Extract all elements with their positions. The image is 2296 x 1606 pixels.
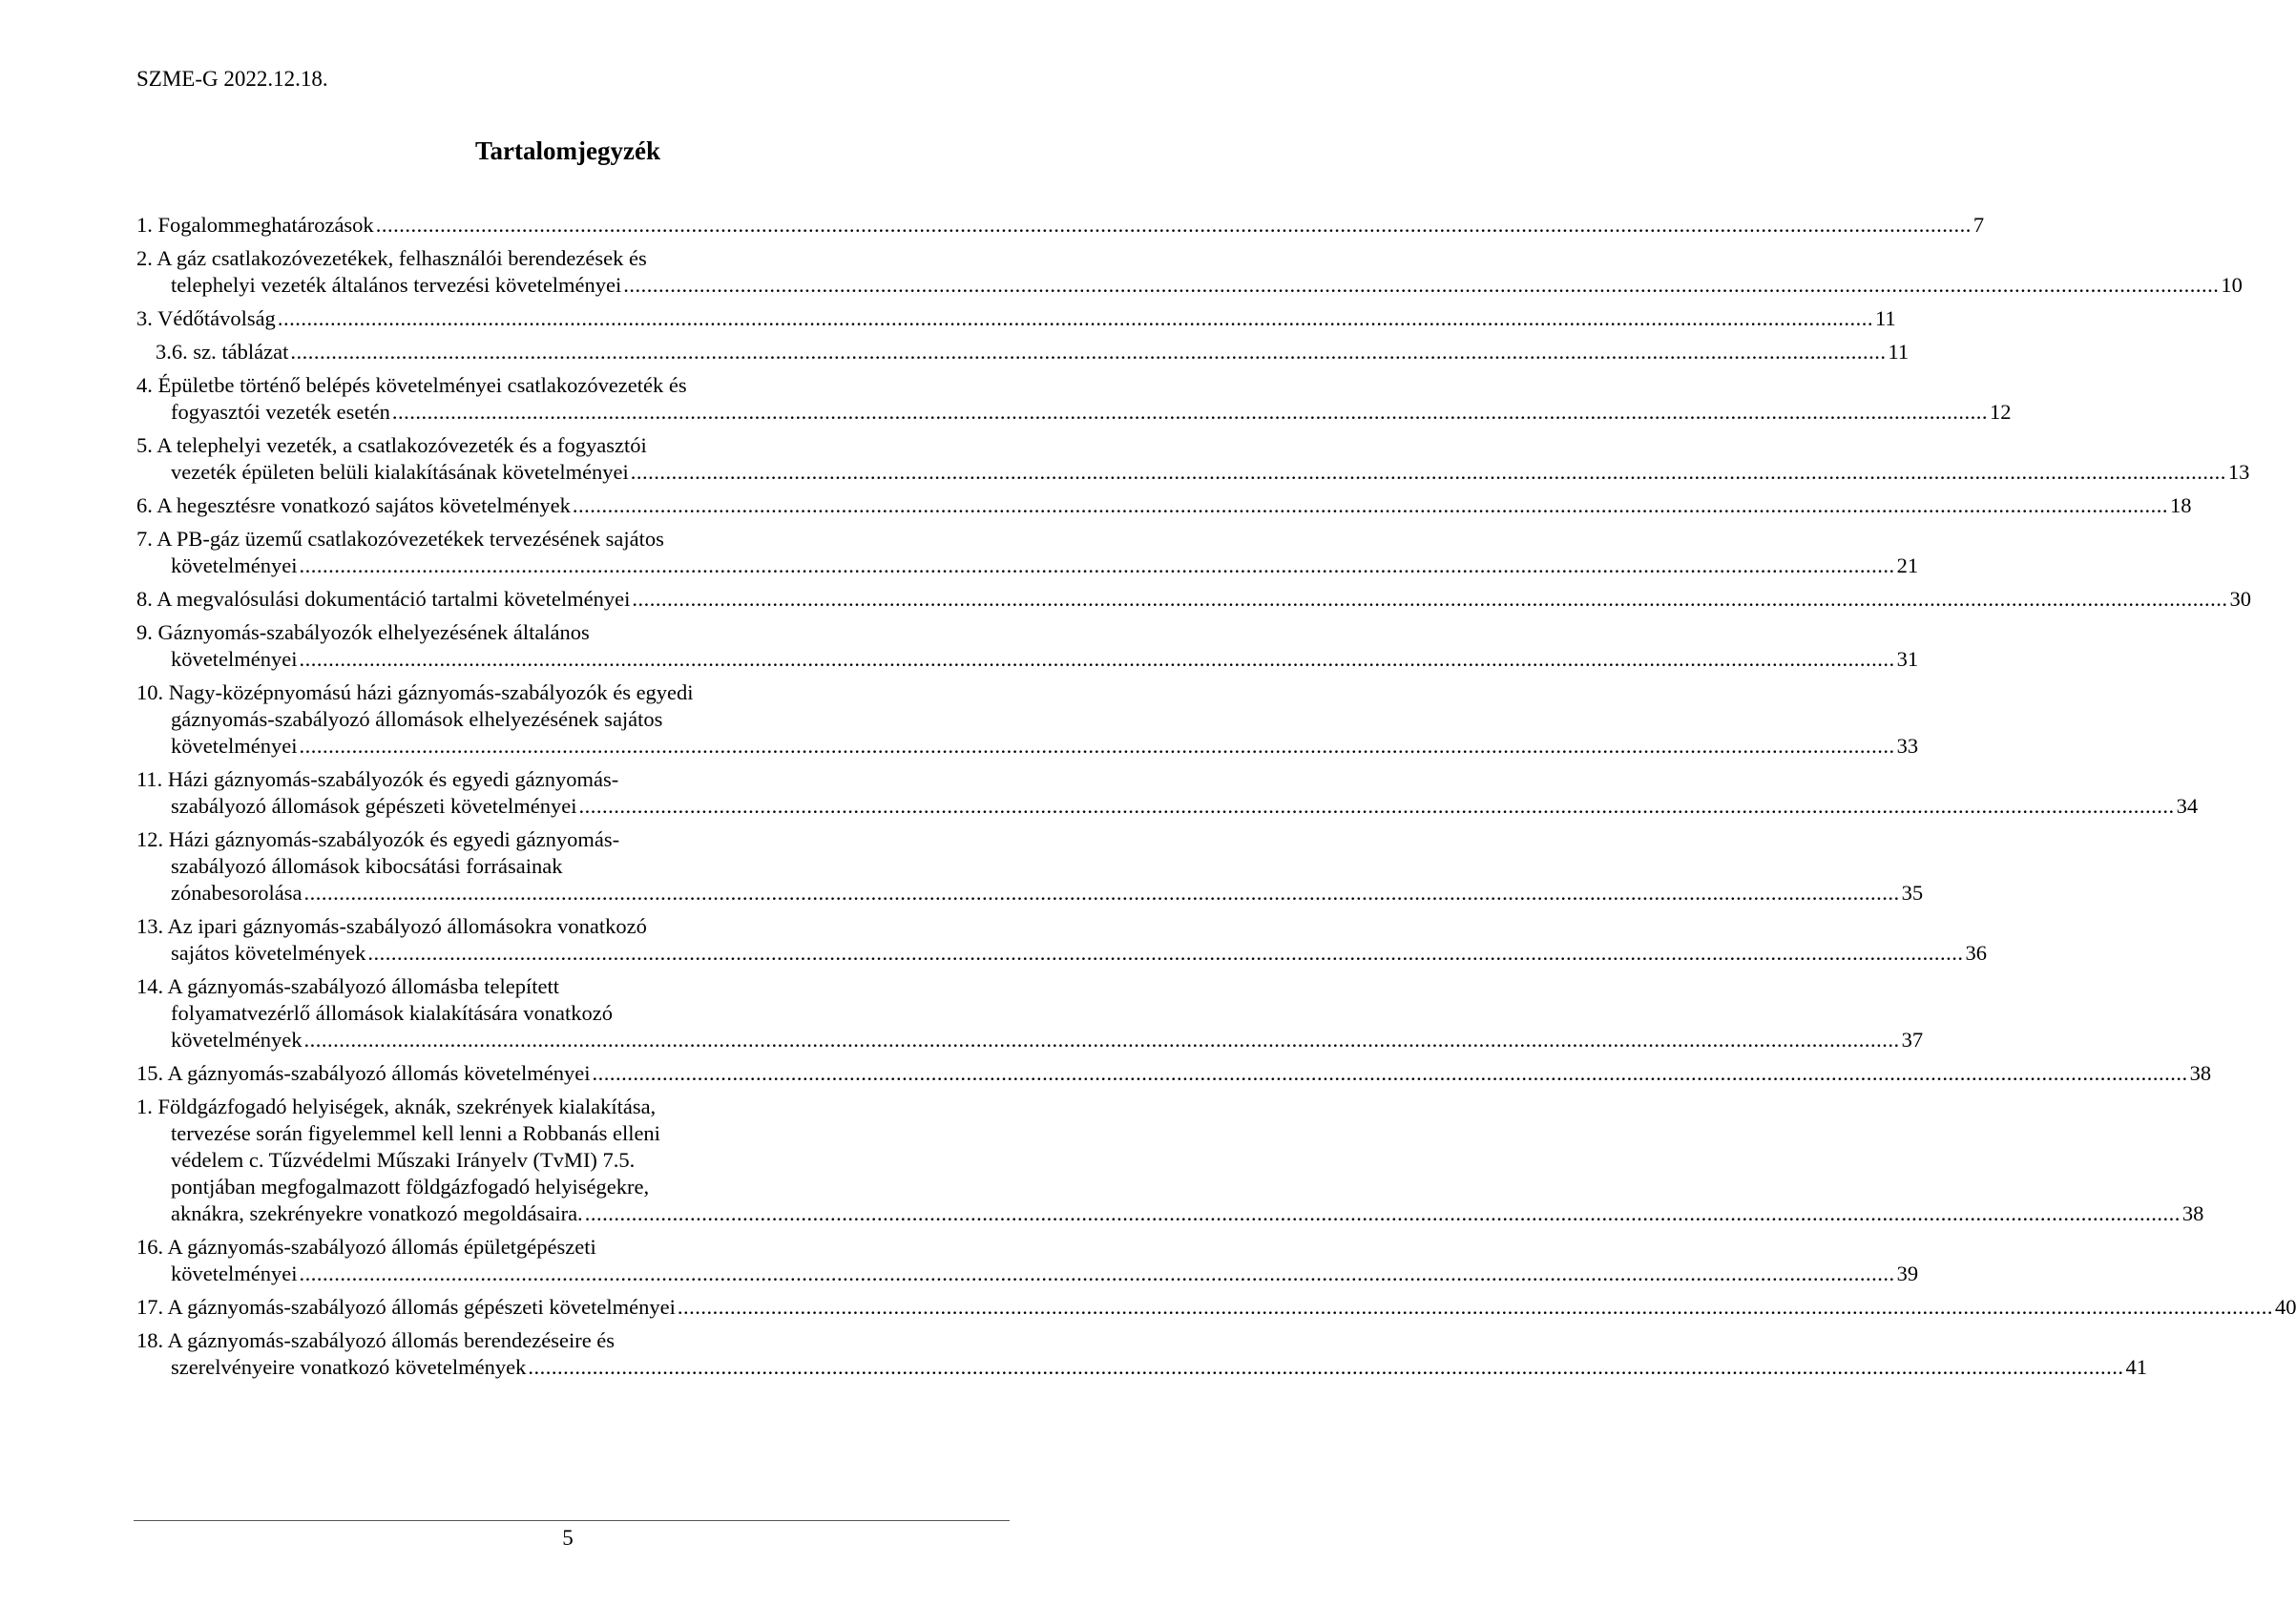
toc-entry[interactable] — [136, 372, 2012, 426]
toc-entry-text: pontjában megfogalmazott földgázfogadó helyiségekre, — [171, 1175, 650, 1199]
toc-page-number: 38 — [2181, 1201, 2204, 1225]
toc-dot-leader — [278, 306, 1873, 330]
toc-dot-leader — [573, 493, 2168, 517]
document-id-header: SZME-G 2022.12.18. — [136, 67, 328, 91]
toc-page-number: 33 — [1896, 734, 1919, 758]
toc-entry-text: 18. A gáznyomás-szabályozó állomás berendezéseire és — [136, 1328, 616, 1352]
toc-entry-text: 1. Földgázfogadó helyiségek, aknák, szekrények kialakítása, — [136, 1095, 657, 1118]
toc-entry-text: 11. Házi gáznyomás-szabályozók és egyedi gáznyomás- — [136, 767, 619, 791]
toc-page-number: 35 — [1901, 881, 1924, 905]
toc-entry[interactable] — [136, 1294, 2296, 1321]
toc-entry[interactable] — [136, 973, 1924, 1053]
toc-entry-text: tervezése során figyelemmel kell lenni a Robbanás elleni — [171, 1121, 660, 1145]
toc-dot-leader — [632, 587, 2227, 611]
toc-dot-leader — [392, 400, 1988, 424]
toc-entry-text: 9. Gáznyomás-szabályozók elhelyezésének általános — [136, 620, 590, 644]
table-of-contents — [136, 212, 2296, 1381]
toc-dot-leader — [593, 1061, 2188, 1085]
toc-page-number: 36 — [1965, 941, 1987, 965]
toc-dot-leader — [367, 941, 1963, 965]
toc-entry-text: zónabesorolása — [171, 881, 303, 905]
toc-page-number: 38 — [2189, 1061, 2212, 1085]
toc-entry-text: 10. Nagy-középnyomású házi gáznyomás-szabályozók és egyedi — [136, 680, 694, 704]
toc-entry-text: 14. A gáznyomás-szabályozó állomásba telepített — [136, 974, 559, 998]
toc-page-number: 37 — [1901, 1028, 1924, 1052]
toc-dot-leader — [303, 881, 1899, 905]
toc-entry[interactable] — [136, 766, 2199, 820]
toc-entry[interactable] — [136, 679, 1919, 760]
page-title: Tartalomjegyzék — [475, 136, 660, 165]
toc-entry-text: követelményei — [171, 1262, 298, 1285]
toc-dot-leader — [631, 460, 2226, 484]
toc-entry[interactable] — [136, 913, 1987, 967]
toc-dot-leader — [299, 647, 1894, 671]
toc-page-number: 7 — [1972, 213, 1985, 237]
toc-entry-text: 7. A PB-gáz üzemű csatlakozóvezetékek tervezésének sajátos — [136, 527, 664, 551]
toc-page-number: 11 — [1874, 306, 1896, 330]
toc-dot-leader — [299, 553, 1894, 577]
toc-entry-text: 6. A hegesztésre vonatkozó sajátos követelmények — [136, 493, 571, 517]
toc-dot-leader — [678, 1295, 2273, 1319]
toc-entry[interactable] — [136, 586, 2252, 613]
toc-page-number: 31 — [1896, 647, 1919, 671]
toc-page-number: 10 — [2221, 273, 2243, 297]
toc-page-number: 34 — [2176, 794, 2199, 818]
toc-entry-text: követelményei — [171, 734, 298, 758]
toc-entry-text: szabályozó állomások gépészeti követelményei — [171, 794, 577, 818]
toc-dot-leader — [303, 1028, 1899, 1052]
toc-entry[interactable] — [136, 1234, 1919, 1287]
toc-entry-text: 17. A gáznyomás-szabályozó állomás gépészeti követelményei — [136, 1295, 676, 1319]
toc-entry-text: gáznyomás-szabályozó állomások elhelyezésének sajátos — [171, 707, 663, 731]
toc-entry-text: telephelyi vezeték általános tervezési követelményei — [171, 273, 622, 297]
page-number: 5 — [562, 1526, 574, 1550]
toc-entry-text: követelményei — [171, 553, 298, 577]
toc-entry-text: 3. Védőtávolság — [136, 306, 276, 330]
toc-entry[interactable] — [136, 1094, 2204, 1227]
toc-entry[interactable] — [136, 826, 1924, 907]
toc-entry[interactable] — [136, 339, 1910, 365]
toc-entry-text: sajátos követelmények — [171, 941, 366, 965]
footer-divider — [134, 1520, 1010, 1521]
toc-dot-leader — [528, 1355, 2123, 1379]
toc-entry-text: szabályozó állomások kibocsátási forrásainak — [171, 854, 563, 878]
toc-entry-text: 16. A gáznyomás-szabályozó állomás épületgépészeti — [136, 1235, 596, 1259]
toc-entry-text: 12. Házi gáznyomás-szabályozók és egyedi gáznyomás- — [136, 827, 620, 851]
toc-page-number: 13 — [2227, 460, 2250, 484]
toc-page-number: 18 — [2170, 493, 2192, 517]
toc-entry-text: aknákra, szekrényekre vonatkozó megoldásaira. — [171, 1201, 583, 1225]
toc-page-number: 41 — [2125, 1355, 2147, 1379]
toc-dot-leader — [585, 1201, 2181, 1225]
toc-dot-leader — [623, 273, 2219, 297]
toc-page-number: 30 — [2229, 587, 2252, 611]
toc-page-number: 21 — [1896, 553, 1919, 577]
toc-dot-leader — [290, 340, 1886, 364]
toc-dot-leader — [299, 734, 1894, 758]
toc-entry-text: 3.6. sz. táblázat — [156, 340, 289, 364]
toc-entry-text: követelmények — [171, 1028, 303, 1052]
toc-dot-leader — [299, 1262, 1894, 1285]
toc-page-number: 12 — [1990, 400, 2012, 424]
toc-page-number: 11 — [1888, 340, 1910, 364]
toc-entry-text: 8. A megvalósulási dokumentáció tartalmi követelményei — [136, 587, 631, 611]
toc-page-number: 39 — [1896, 1262, 1919, 1285]
toc-entry-text: 1. Fogalommeghatározások — [136, 213, 374, 237]
toc-entry[interactable] — [136, 1060, 2212, 1087]
toc-entry-text: 4. Épületbe történő belépés követelményei csatlakozóvezeték és — [136, 373, 687, 397]
toc-entry[interactable] — [136, 526, 1919, 579]
toc-entry-text: védelem c. Tűzvédelmi Műszaki Irányelv (TvMI) 7.5. — [171, 1148, 636, 1172]
toc-dot-leader — [376, 213, 1972, 237]
toc-entry-text: 5. A telephelyi vezeték, a csatlakozóvezeték és a fogyasztói — [136, 433, 647, 457]
toc-entry-text: 13. Az ipari gáznyomás-szabályozó állomásokra vonatkozó — [136, 914, 647, 938]
toc-entry-text: 15. A gáznyomás-szabályozó állomás követelményei — [136, 1061, 591, 1085]
toc-entry-text: követelményei — [171, 647, 298, 671]
toc-entry[interactable] — [136, 245, 2243, 299]
toc-entry[interactable] — [136, 1327, 2147, 1381]
toc-entry-text: folyamatvezérlő állomások kialakítására vonatkozó — [171, 1001, 613, 1025]
toc-dot-leader — [578, 794, 2174, 818]
toc-entry[interactable] — [136, 492, 2192, 519]
toc-entry-text: vezeték épületen belüli kialakításának követelményei — [171, 460, 629, 484]
toc-entry[interactable] — [136, 305, 1896, 332]
toc-entry-text: fogyasztói vezeték esetén — [171, 400, 390, 424]
toc-entry-text: szerelvényeire vonatkozó követelmények — [171, 1355, 527, 1379]
toc-entry[interactable] — [136, 619, 1919, 673]
toc-page-number: 40 — [2274, 1295, 2296, 1319]
toc-entry[interactable] — [136, 212, 1985, 239]
toc-entry-text: 2. A gáz csatlakozóvezetékek, felhasználói berendezések és — [136, 246, 647, 270]
toc-entry[interactable] — [136, 432, 2250, 486]
